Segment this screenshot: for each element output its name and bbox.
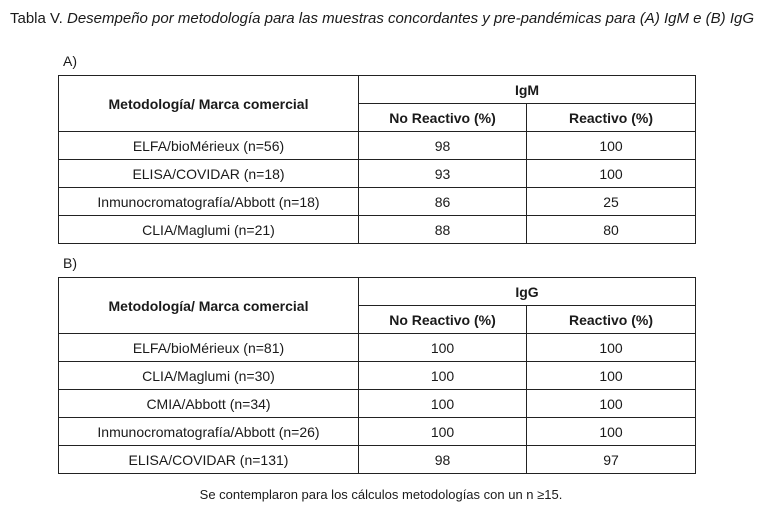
reactivo-cell: 100 [527, 390, 696, 418]
no-reactivo-cell: 93 [359, 160, 527, 188]
no-reactivo-cell: 98 [359, 132, 527, 160]
table-row [59, 160, 696, 188]
table-row [59, 418, 696, 446]
table-row [59, 446, 696, 474]
method-header: Metodología/ Marca comercial [59, 76, 359, 132]
section-label-a: A) [63, 53, 77, 69]
table-a-igm [58, 75, 696, 244]
reactivo-cell: 100 [527, 132, 696, 160]
table-b-igg [58, 277, 696, 474]
method-cell: CLIA/Maglumi (n=21) [59, 216, 359, 244]
method-cell: ELISA/COVIDAR (n=18) [59, 160, 359, 188]
method-cell: CMIA/Abbott (n=34) [59, 390, 359, 418]
reactivo-cell: 100 [527, 160, 696, 188]
no-reactivo-cell: 100 [359, 390, 527, 418]
table-caption [10, 9, 758, 29]
no-reactivo-cell: 88 [359, 216, 527, 244]
reactivo-cell: 97 [527, 446, 696, 474]
section-label-b: B) [63, 255, 77, 271]
no-reactivo-cell: 86 [359, 188, 527, 216]
reactivo-cell: 25 [527, 188, 696, 216]
no-reactivo-cell: 100 [359, 362, 527, 390]
reactivo-cell: 100 [527, 418, 696, 446]
reactivo-header: Reactivo (%) [527, 104, 696, 132]
reactivo-cell: 80 [527, 216, 696, 244]
reactivo-cell: 100 [527, 334, 696, 362]
no-reactivo-cell: 100 [359, 418, 527, 446]
table-row [59, 188, 696, 216]
method-header: Metodología/ Marca comercial [59, 278, 359, 334]
method-cell: ELFA/bioMérieux (n=81) [59, 334, 359, 362]
method-cell: Inmunocromatografía/Abbott (n=18) [59, 188, 359, 216]
table-row [59, 390, 696, 418]
no-reactivo-cell: 100 [359, 334, 527, 362]
table-row [59, 362, 696, 390]
table-row [59, 132, 696, 160]
reactivo-cell: 100 [527, 362, 696, 390]
caption-text: Desempeño por metodología para las muestras concordantes y pre-pandémicas para (A) IgM e (B) IgG [67, 10, 754, 27]
caption-prefix: Tabla V. [10, 10, 67, 27]
table-row [59, 216, 696, 244]
method-cell: ELISA/COVIDAR (n=131) [59, 446, 359, 474]
no-reactivo-header: No Reactivo (%) [359, 104, 527, 132]
method-cell: Inmunocromatografía/Abbott (n=26) [59, 418, 359, 446]
no-reactivo-cell: 98 [359, 446, 527, 474]
igg-group-header: IgG [359, 278, 696, 306]
footnote: Se contemplaron para los cálculos metodologías con un n ≥15. [199, 487, 563, 502]
no-reactivo-header: No Reactivo (%) [359, 306, 527, 334]
reactivo-header: Reactivo (%) [527, 306, 696, 334]
method-cell: CLIA/Maglumi (n=30) [59, 362, 359, 390]
table-row [59, 334, 696, 362]
igm-group-header: IgM [359, 76, 696, 104]
method-cell: ELFA/bioMérieux (n=56) [59, 132, 359, 160]
